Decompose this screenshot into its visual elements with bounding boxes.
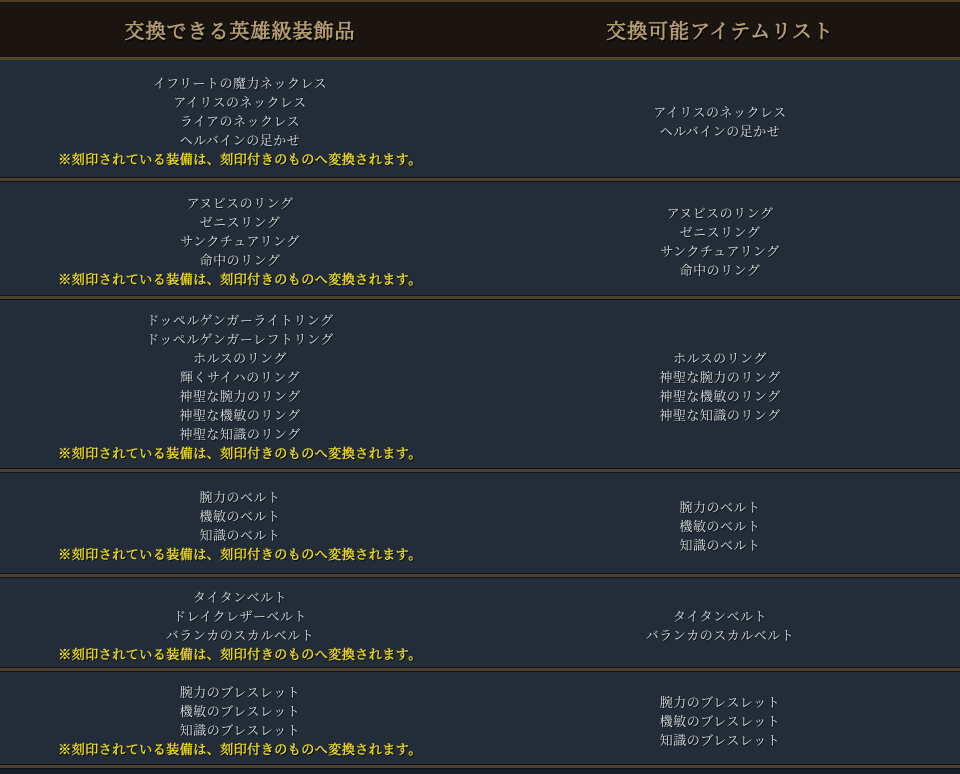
item-name: ライアのネックレス: [179, 114, 301, 129]
item-name: ドッペルゲンガーレフトリング: [146, 332, 334, 347]
item-name: ヘルバインの足かせ: [659, 123, 781, 139]
item-name: サンクチュアリング: [660, 243, 780, 259]
source-items-column: [0, 188, 480, 295]
source-items-column: [0, 306, 480, 468]
result-items-column: [480, 479, 960, 573]
item-name: 知識のベルト: [199, 528, 281, 543]
item-name: ドレイクレザーベルト: [172, 608, 308, 624]
item-name: 命中のリング: [199, 253, 281, 268]
item-name: 腕力のベルト: [679, 499, 761, 515]
item-name: 神聖な腕力のリング: [659, 370, 781, 385]
result-items-column: [480, 678, 960, 764]
item-name: ドッペルゲンガーライトリング: [146, 313, 334, 328]
result-items-column: [480, 66, 960, 177]
engrave-note: ※刻印されている装備は、刻印付きのものへ変換されます。: [58, 272, 422, 287]
item-name: バランカのスカルベルト: [165, 627, 315, 643]
item-name: 機敏のブレスレット: [179, 704, 301, 719]
item-name: ホルスのリング: [193, 351, 287, 366]
item-name: 知識のブレスレット: [659, 732, 781, 748]
engrave-note: ※刻印されている装備は、刻印付きのものへ変換されます。: [58, 742, 422, 757]
bottom-strip: [0, 769, 960, 774]
result-items-column: [480, 584, 960, 667]
result-items-column: [480, 188, 960, 295]
source-items-column: [0, 66, 480, 177]
item-name: アイリスのネックレス: [653, 104, 787, 120]
item-name: アヌビスのリング: [666, 205, 774, 221]
item-name: 機敏のブレスレット: [659, 713, 781, 729]
item-name: 機敏のベルト: [679, 518, 761, 534]
engrave-note: ※刻印されている装備は、刻印付きのものへ変換されます。: [58, 152, 422, 167]
item-name: 神聖な機敏のリング: [659, 389, 781, 404]
exchange-row: [0, 300, 960, 468]
item-name: サンクチュアリング: [180, 234, 300, 249]
item-name: アイリスのネックレス: [173, 95, 307, 110]
item-name: 神聖な知識のリング: [659, 408, 781, 423]
item-name: ゼニスリング: [679, 224, 761, 240]
result-items-column: [480, 306, 960, 468]
exchange-row: [0, 672, 960, 764]
item-name: 腕力のブレスレット: [659, 694, 781, 710]
item-name: ゼニスリング: [199, 215, 281, 230]
item-name: 命中のリング: [679, 262, 761, 278]
exchange-row: [0, 578, 960, 667]
source-items-column: [0, 479, 480, 573]
item-name: 神聖な機敏のリング: [179, 408, 301, 423]
engrave-note: ※刻印されている装備は、刻印付きのものへ変換されます。: [58, 547, 422, 562]
item-name: 神聖な腕力のリング: [179, 389, 301, 404]
engrave-note: ※刻印されている装備は、刻印付きのものへ変換されます。: [58, 446, 422, 461]
item-name: アヌビスのリング: [186, 196, 294, 211]
source-items-column: [0, 584, 480, 667]
item-name: イフリートの魔力ネックレス: [152, 76, 328, 91]
item-name: 知識のベルト: [679, 537, 761, 553]
item-name: 腕力のベルト: [199, 490, 281, 505]
item-name: 輝くサイハのリング: [179, 370, 301, 385]
item-name: ヘルバインの足かせ: [179, 133, 301, 148]
table-header: [0, 0, 960, 60]
exchange-row: [0, 473, 960, 573]
column-header-result: 交換可能アイテムリスト: [606, 21, 834, 43]
item-name: タイタンベルト: [672, 608, 768, 624]
item-name: タイタンベルト: [192, 589, 288, 605]
item-name: ホルスのリング: [673, 351, 767, 366]
exchange-row: [0, 60, 960, 177]
item-name: 機敏のベルト: [199, 509, 281, 524]
exchange-row: [0, 182, 960, 295]
item-name: バランカのスカルベルト: [645, 627, 795, 643]
item-name: 神聖な知識のリング: [179, 427, 301, 442]
column-header-source: 交換できる英雄級装飾品: [124, 21, 356, 43]
source-items-column: [0, 678, 480, 764]
item-name: 知識のブレスレット: [179, 723, 301, 738]
exchange-rows: [0, 60, 960, 769]
engrave-note: ※刻印されている装備は、刻印付きのものへ変換されます。: [58, 646, 422, 662]
item-name: 腕力のブレスレット: [179, 685, 301, 700]
